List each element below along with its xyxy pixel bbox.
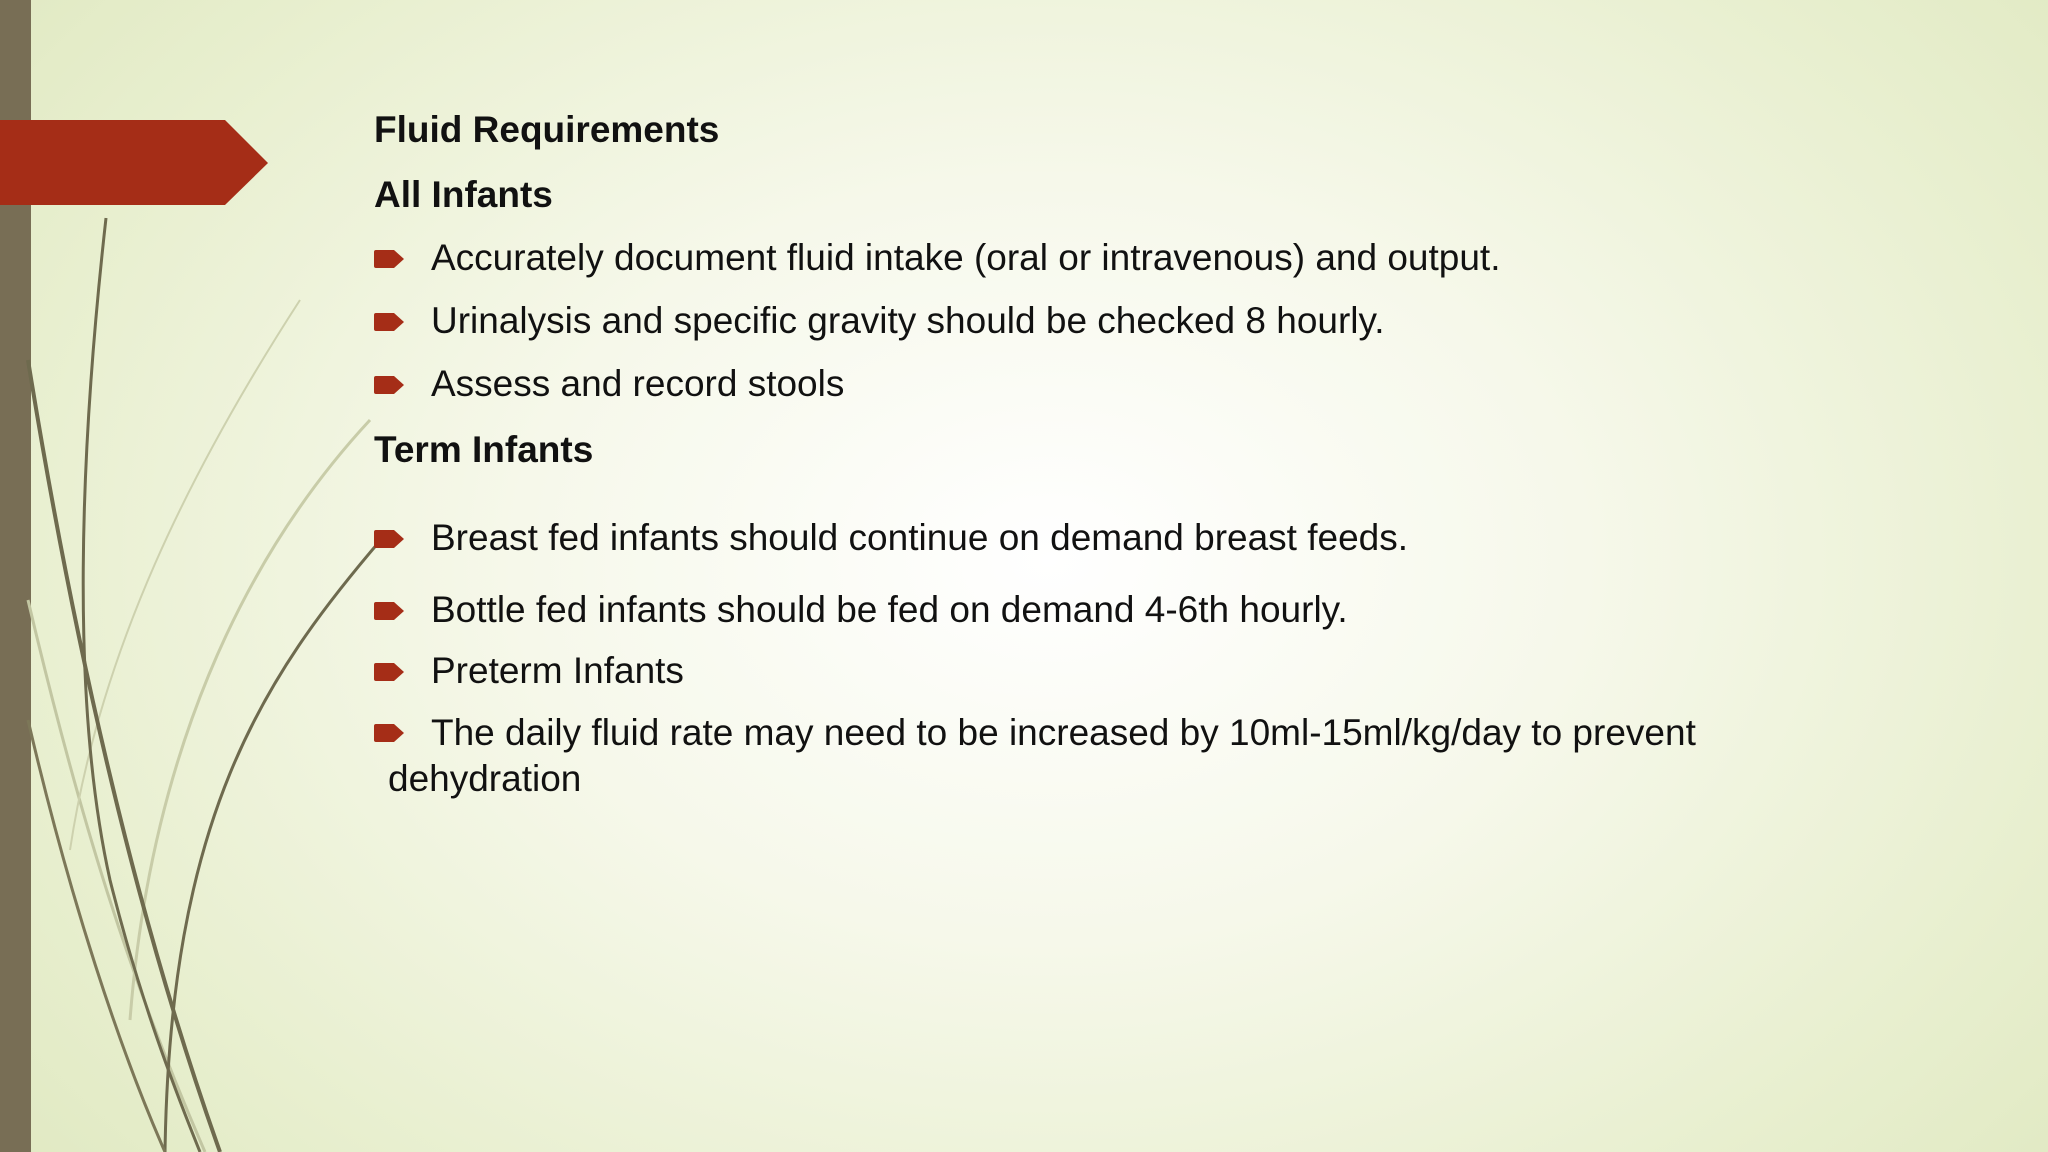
arrow-bullet-icon — [374, 530, 404, 548]
bullet-text: The daily fluid rate may need to be increased by 10ml-15ml/kg/day to prevent — [431, 712, 1696, 753]
arrow-bullet-icon — [374, 663, 404, 681]
arrow-bullet-icon — [374, 313, 404, 331]
bullet-text: Breast fed infants should continue on demand breast feeds. — [431, 517, 1409, 558]
bullet-text-continuation: dehydration — [388, 758, 582, 799]
all-infants-heading: All Infants — [374, 174, 553, 215]
bullet-text: Urinalysis and specific gravity should be checked 8 hourly. — [431, 300, 1385, 341]
arrow-bullet-icon — [374, 724, 404, 742]
arrow-bullet-icon — [374, 250, 404, 268]
bullet-text: Accurately document fluid intake (oral or intravenous) and output. — [431, 237, 1501, 278]
bullet-text: Preterm Infants — [431, 650, 684, 691]
term-infants-heading: Term Infants — [374, 429, 594, 470]
arrow-bullet-icon — [374, 602, 404, 620]
arrow-bullet-icon — [374, 376, 404, 394]
bullet-text: Bottle fed infants should be fed on demand 4-6th hourly. — [431, 589, 1348, 630]
slide-title: Fluid Requirements — [374, 109, 720, 150]
bullet-text: Assess and record stools — [431, 363, 845, 404]
